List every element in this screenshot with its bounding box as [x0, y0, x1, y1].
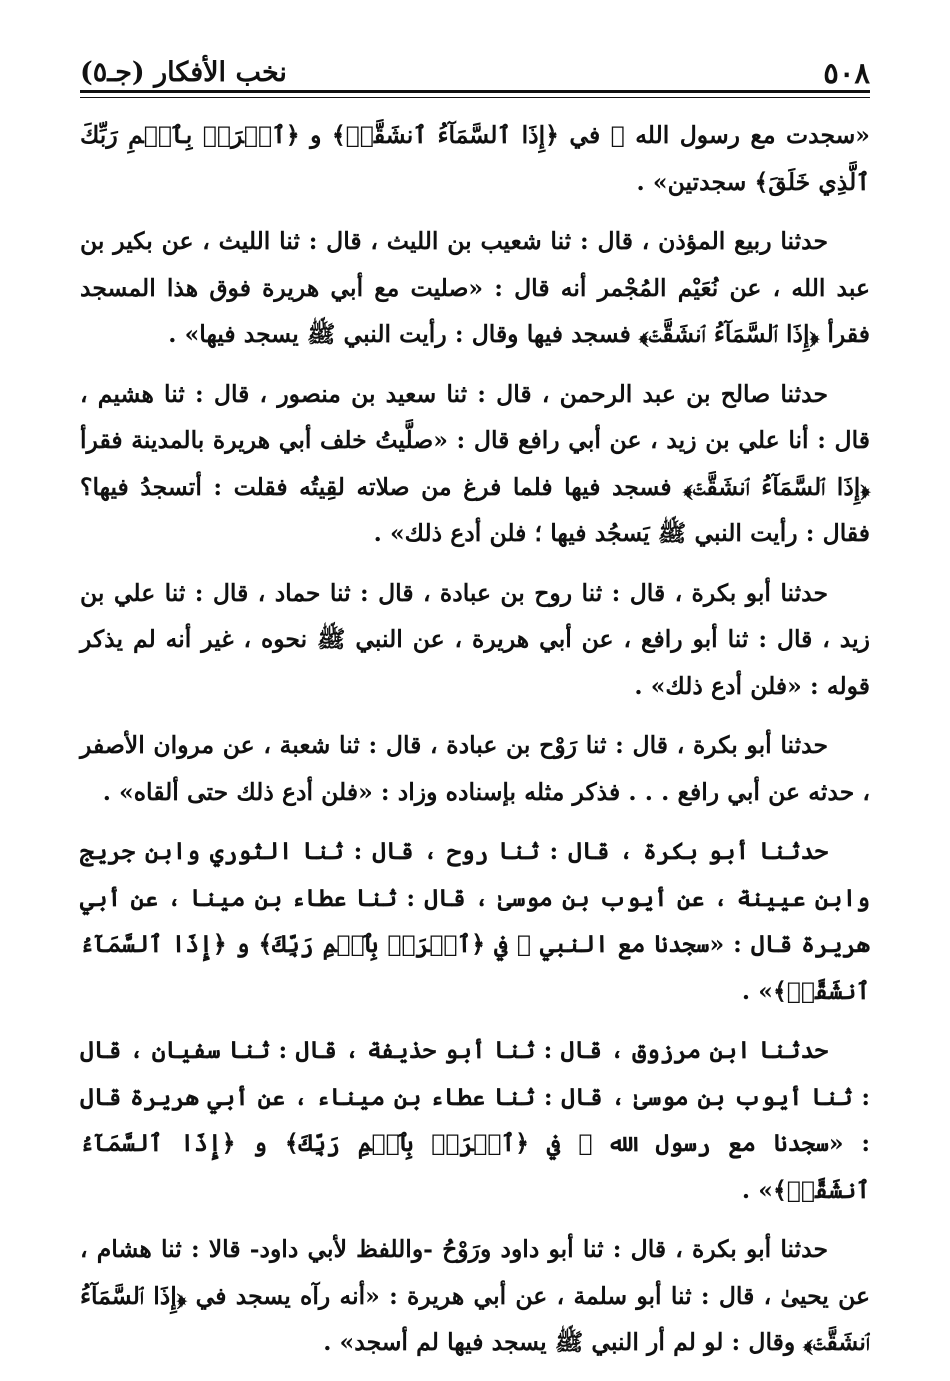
paragraph: حدثنا أبو بكرة ، قال : ثنا روح بن عبادة ، قال : ثنا حماد ، قال : ثنا علي بن زيد ، قال : ثنا أبو رافع ، عن أبي هريرة ، عن النبي ﷺ نحوه ، غير أنه لم يذكر قوله : «فلن أدع ذلك» . [80, 578, 870, 700]
paragraph: حدثنا ابن مرزوق ، قال : ثنا أبو حذيفة ، قال : ثنا سفيان ، قال : ثنا أيوب بن موسىٰ ، قال : ثنا عطاء بن ميناء ، عن أبي هريرة قال : «سجدنا مع رسول الله ﷺ في ﴿ٱقۡرَأۡ بِٱسۡمِ رَبِّكَ﴾ و ﴿إِذَا ٱلسَّمَآءُ ٱنشَقَّتۡ﴾» . [80, 1036, 870, 1204]
paragraph: «سجدت مع رسول الله ﷺ في ﴿إِذَا ٱلسَّمَآءُ ٱنشَقَّتۡ﴾ و ﴿ٱقۡرَأۡ بِٱسۡمِ رَبِّكَ ٱلَّذِي خَلَقَ﴾ سجدتين» . [80, 121, 870, 196]
paragraph: حدثنا أبو بكرة ، قال : ثنا أبو داود ورَوْحُ -واللفظ لأبي داود- قالا : ثنا هشام ، عن يحيىٰ ، قال : ثنا أبو سلمة ، عن أبي هريرة : «أنه رآه يسجد في ﴿إِذَا ٱلسَّمَآءُ ٱنشَقَّتۡ﴾ وقال : لو لم أر النبي ﷺ يسجد فيها لم أسجد» . [80, 1235, 870, 1356]
paragraph: حدثنا أبو بكرة ، قال : ثنا روح ، قال : ثنا الثوري وابن جريج وابن عيينة ، عن أيوب بن موسىٰ ، قال : ثنا عطاء بن مينا ، عن أبي هريرة قال : «سجدنا مع النبي ﷺ في ﴿ٱقۡرَأۡ بِٱسۡمِ رَبِّكَ﴾ و ﴿إِذَا ٱلسَّمَآءُ ٱنشَقَّتۡ﴾» . [80, 837, 870, 1005]
paragraph: حدثنا أبو بكرة ، قال : ثنا رَوْح بن عبادة ، قال : ثنا شعبة ، عن مروان الأصفر ، حدثه عن أبي رافع . . . فذكر مثله بإسناده وزاد : «فلن أدع ذلك حتى ألقاه» . [80, 731, 870, 806]
header-rule-thick [80, 90, 870, 93]
page-number: ٥٠٨ [823, 56, 870, 90]
paragraph: حدثنا صالح بن عبد الرحمن ، قال : ثنا سعيد بن منصور ، قال : ثنا هشيم ، قال : أنا علي بن زيد ، عن أبي رافع قال : «صلَّيتُ خلف أبي هريرة بالمدينة فقرأ ﴿إِذَا ٱلسَّمَآءُ ٱنشَقَّتۡ﴾ فسجد فيها فلما فرغ من صلاته لقِيتُه فقلت : أتسجدُ فيها؟ فقال : رأيت النبي ﷺ يَسجُد فيها ؛ فلن أدع ذلك» . [80, 379, 870, 547]
header-rule-thin [80, 97, 870, 98]
running-title: نخب الأفكار (جـ٥) [80, 57, 287, 88]
page-header [80, 46, 870, 90]
paragraph: حدثنا ربيع المؤذن ، قال : ثنا شعيب بن الليث ، قال : ثنا الليث ، عن بكير بن عبد الله ، عن نُعَيْم المُجْمر أنه قال : «صليت مع أبي هريرة فوق هذا المسجد فقرأ ﴿إِذَا ٱلسَّمَآءُ ٱنشَقَّتۡ﴾ فسجد فيها وقال : رأيت النبي ﷺ يسجد فيها» . [80, 227, 870, 348]
page-body [80, 112, 870, 1379]
